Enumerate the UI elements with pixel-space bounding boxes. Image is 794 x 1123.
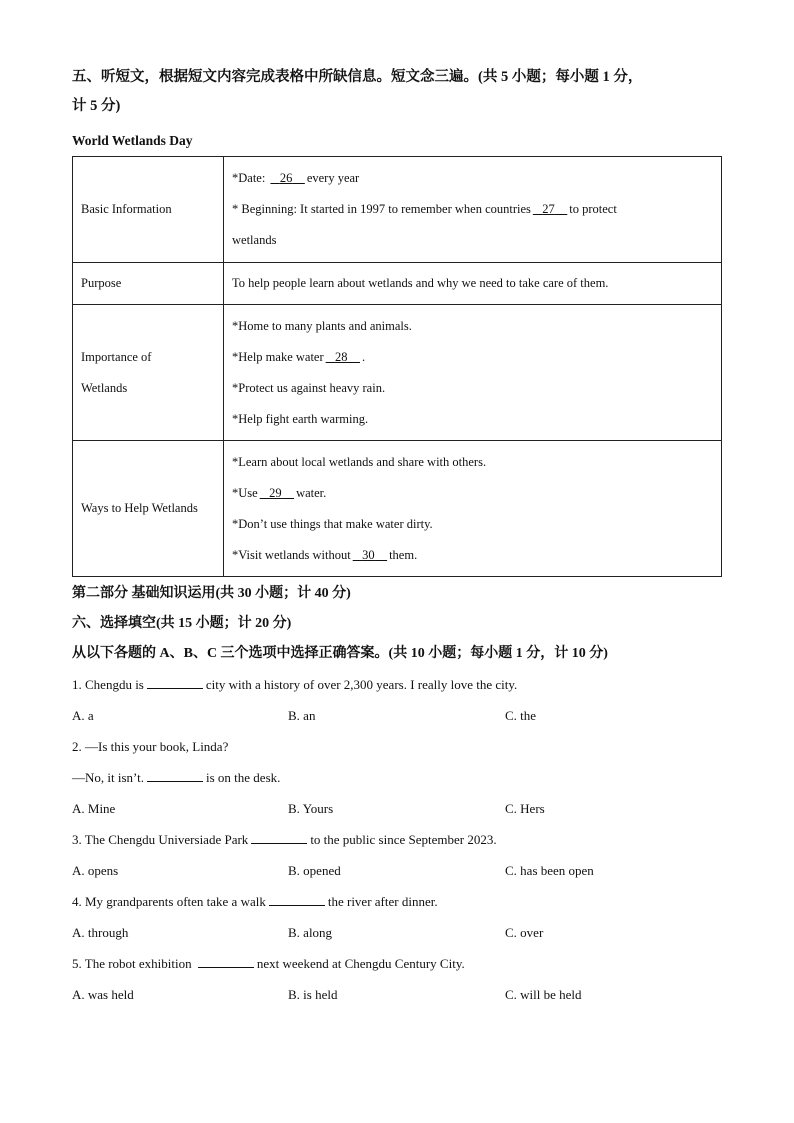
- table-row-purpose: [73, 263, 722, 305]
- row-label-ways: Ways to Help Wetlands: [73, 441, 224, 577]
- row-label-importance: [73, 305, 224, 441]
- basic-info-wetlands: wetlands: [232, 233, 277, 247]
- text: 1. Chengdu is: [72, 677, 144, 692]
- row-content-purpose: To help people learn about wetlands and why we need to take care of them.: [224, 263, 722, 305]
- options: [72, 979, 722, 1010]
- label-line: Importance of: [81, 349, 152, 364]
- basic-info-beginning: [232, 194, 713, 225]
- option-c[interactable]: C. over: [505, 925, 544, 940]
- question-stem: [72, 824, 722, 855]
- text: the river after dinner.: [327, 894, 438, 909]
- option-c[interactable]: C. has been open: [505, 863, 594, 878]
- text: *Visit wetlands without: [232, 547, 351, 562]
- option-a[interactable]: A. through: [72, 925, 129, 940]
- text: to the public since September 2023.: [310, 832, 497, 847]
- ways-item: *Don’t use things that make water dirty.: [232, 516, 433, 531]
- blank-29[interactable]: 29: [269, 485, 282, 500]
- text: * Beginning: It started in 1997 to remember when countries: [232, 202, 531, 216]
- text: 3. The Chengdu Universiade Park: [72, 832, 249, 847]
- text: city with a history of over 2,300 years. I really love the city.: [205, 677, 518, 692]
- importance-item: *Protect us against heavy rain.: [232, 380, 386, 395]
- option-a[interactable]: A. Mine: [72, 801, 116, 816]
- question-stem: [72, 948, 722, 979]
- options: [72, 855, 722, 886]
- answer-blank[interactable]: [147, 676, 203, 689]
- option-b[interactable]: B. an: [288, 708, 316, 723]
- option-a[interactable]: A. a: [72, 708, 94, 723]
- question-5: [72, 948, 722, 1010]
- option-a[interactable]: A. opens: [72, 863, 119, 878]
- options: [72, 793, 722, 824]
- table-row-ways: [73, 441, 722, 577]
- wetlands-table: [72, 156, 722, 577]
- ways-item: *Learn about local wetlands and share with others.: [232, 454, 487, 469]
- text: 5. The robot exhibition: [72, 956, 195, 971]
- basic-info-date: [232, 163, 713, 194]
- option-c[interactable]: C. Hers: [505, 801, 545, 816]
- text: them.: [389, 547, 418, 562]
- question-4: [72, 886, 722, 948]
- section6-instruction: 从以下各题的 A、B、C 三个选项中选择正确答案。(共 10 小题；每小题 1 分，计 10 分): [72, 646, 608, 661]
- answer-blank[interactable]: [147, 769, 203, 782]
- text: 4. My grandparents often take a walk: [72, 894, 266, 909]
- part5-heading-line2: 计 5 分): [72, 98, 121, 114]
- row-label-purpose: Purpose: [73, 263, 224, 305]
- question-stem: [72, 886, 722, 917]
- question-stem: [72, 762, 722, 793]
- importance-item: [232, 342, 713, 373]
- text: *Help make water: [232, 349, 324, 364]
- table-title: World Wetlands Day: [72, 133, 193, 148]
- question-stem: [72, 669, 722, 700]
- ways-item: [232, 478, 713, 509]
- answer-blank[interactable]: [269, 893, 325, 906]
- ways-item: [232, 540, 713, 571]
- option-b[interactable]: B. Yours: [288, 801, 334, 816]
- option-c[interactable]: C. will be held: [505, 987, 582, 1002]
- text: to protect: [569, 202, 617, 216]
- table-row-basic-info: [73, 157, 722, 263]
- section6-heading: 六、选择填空(共 15 小题；计 20 分): [72, 616, 292, 631]
- text: .: [362, 349, 366, 364]
- part2-heading: 第二部分 基础知识运用(共 30 小题；计 40 分): [72, 586, 351, 601]
- document-page: [72, 62, 722, 1010]
- text: every year: [306, 171, 360, 185]
- option-b[interactable]: B. along: [288, 925, 333, 940]
- row-label-basic-info: Basic Information: [73, 157, 224, 263]
- question-1: [72, 669, 722, 731]
- text: *Date:: [232, 171, 269, 185]
- option-b[interactable]: B. opened: [288, 863, 341, 878]
- option-a[interactable]: A. was held: [72, 987, 134, 1002]
- options: [72, 700, 722, 731]
- question-2: [72, 731, 722, 824]
- row-content-basic-info: [224, 157, 722, 263]
- blank-26[interactable]: 26: [279, 171, 293, 185]
- blank-28[interactable]: 28: [335, 349, 348, 364]
- text: next weekend at Chengdu Century City.: [256, 956, 465, 971]
- question-3: [72, 824, 722, 886]
- blank-30[interactable]: 30: [362, 547, 375, 562]
- answer-blank[interactable]: [198, 955, 254, 968]
- question-stem-line1: 2. —Is this your book, Linda?: [72, 739, 229, 754]
- table-row-importance: [73, 305, 722, 441]
- blank-27[interactable]: 27: [542, 202, 555, 216]
- importance-item: *Help fight earth warming.: [232, 411, 369, 426]
- text: —No, it isn’t.: [72, 770, 144, 785]
- text: *Use: [232, 485, 258, 500]
- row-content-importance: [224, 305, 722, 441]
- options: [72, 917, 722, 948]
- label-line: Wetlands: [81, 380, 128, 395]
- answer-blank[interactable]: [251, 831, 307, 844]
- part5-heading-line1: 五、听短文，根据短文内容完成表格中所缺信息。短文念三遍。(共 5 小题；每小题 1 分，: [72, 69, 643, 85]
- option-c[interactable]: C. the: [505, 708, 537, 723]
- text: water.: [296, 485, 327, 500]
- importance-item: *Home to many plants and animals.: [232, 318, 412, 333]
- row-content-ways: [224, 441, 722, 577]
- option-b[interactable]: B. is held: [288, 987, 338, 1002]
- text: is on the desk.: [206, 770, 281, 785]
